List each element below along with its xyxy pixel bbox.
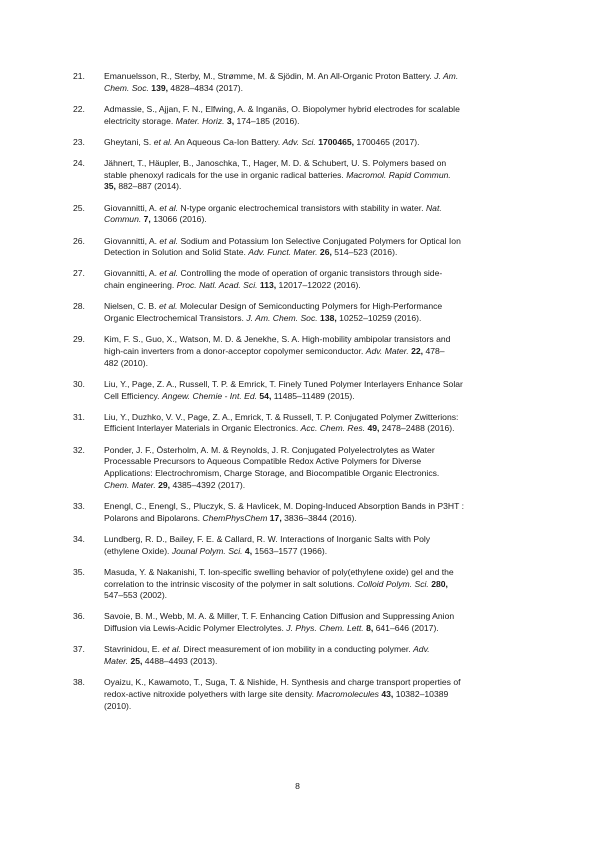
reference-text-segment: Molecular Design of Semiconducting Polymers for High-Performance Organic Electrochemical Transistors.	[104, 301, 443, 324]
reference-italic-text: Adv. Mater.	[365, 345, 409, 356]
reference-item	[0, 236, 595, 259]
reference-item	[0, 412, 595, 435]
reference-italic-text: Adv. Mater.	[104, 644, 430, 667]
reference-volume: 43,	[381, 688, 394, 699]
reference-volume: 4,	[244, 545, 253, 556]
reference-text-segment: Sodium and Potassium Ion Selective Conjugated Polymers for Optical Ion Detection in Solution and Solid State.	[104, 235, 461, 258]
reference-number: 30.	[73, 378, 85, 389]
reference-volume: 8,	[366, 623, 374, 634]
reference-volume: 49,	[367, 423, 380, 434]
reference-text	[104, 611, 522, 634]
reference-number: 23.	[73, 136, 85, 147]
reference-item	[0, 501, 595, 524]
reference-volume: 138,	[320, 313, 337, 324]
reference-text-segment: Ponder, J. F., Österholm, A. M. & Reynolds, J. R. Conjugated Polyelectrolytes as Water Processable Precursors to Aqueous Compatible Redox Active Polymers for Diverse Applications: Electrochromism, Charge Storage, and Biocompatible Organic Electronics.	[104, 444, 440, 479]
reference-text-segment: 10252–10259 (2016).	[336, 313, 422, 324]
reference-number: 22.	[73, 103, 85, 114]
reference-text-segment: Masuda, Y. & Nakanishi, T. Ion-specific swelling behavior of poly(ethylene oxide) gel and the correlation to the intrinsic viscosity of the polymer in salt solutions.	[104, 566, 454, 589]
reference-italic-text: J. Am. Chem. Soc.	[104, 71, 459, 93]
reference-item	[0, 203, 595, 226]
reference-text	[104, 567, 522, 602]
reference-italic-text: Mater. Horiz.	[175, 115, 225, 126]
reference-text-segment: Liu, Y., Page, Z. A., Russell, T. P. & Emrick, T. Finely Tuned Polymer Interlayers Enhance Solar Cell Efficiency.	[104, 378, 463, 401]
reference-text	[104, 379, 522, 402]
reference-text	[104, 158, 522, 193]
reference-item	[0, 158, 595, 193]
reference-italic-text: Acc. Chem. Res.	[300, 423, 366, 434]
reference-text	[104, 677, 522, 712]
reference-italic-text: Proc. Natl. Acad. Sci.	[176, 280, 258, 291]
reference-text-segment: Giovannitti, A.	[104, 235, 160, 246]
reference-text-segment: Nielsen, C. B.	[104, 301, 159, 312]
reference-text-segment: Emanuelsson, R., Sterby, M., Strømme, M. & Sjödin, M. An All-Organic Proton Battery.	[104, 71, 435, 81]
reference-item	[0, 534, 595, 557]
reference-text-segment: 4828–4834 (2017).	[168, 82, 244, 93]
reference-text-segment: Giovannitti, A.	[104, 268, 160, 279]
reference-text	[104, 412, 522, 435]
reference-text-segment: Savoie, B. M., Webb, M. A. & Miller, T. F. Enhancing Cation Diffusion and Suppressing Anion Diffusion via Lewis-Acidic Polymer Electrolytes.	[104, 611, 455, 634]
reference-italic-text: et al.	[162, 644, 181, 655]
reference-volume: 25,	[130, 656, 143, 667]
reference-number: 36.	[73, 611, 85, 622]
reference-text-segment: 1700465 (2017).	[354, 136, 420, 147]
reference-text-segment: Admassie, S., Ajjan, F. N., Elfwing, A. & Inganäs, O. Biopolymer hybrid electrodes for scalable electricity storage.	[104, 103, 460, 126]
reference-italic-text: et al.	[158, 301, 178, 312]
reference-text	[104, 137, 522, 149]
reference-italic-text: ChemPhysChem	[202, 512, 268, 523]
reference-number: 38.	[73, 677, 85, 688]
reference-volume: 139,	[151, 82, 169, 93]
reference-italic-text: J. Phys. Chem. Lett.	[286, 623, 364, 634]
reference-item	[0, 677, 595, 712]
reference-italic-text: Jounal Polym. Sci.	[171, 545, 243, 556]
reference-italic-text: Nat. Commun.	[104, 202, 442, 225]
reference-italic-text: Adv. Sci.	[282, 136, 316, 147]
reference-volume: 54,	[259, 390, 272, 401]
reference-item	[0, 104, 595, 127]
reference-text-segment: 882–887 (2014).	[115, 181, 182, 192]
reference-volume: 29,	[158, 479, 171, 490]
reference-text-segment: Lundberg, R. D., Bailey, F. E. & Callard, R. W. Interactions of Inorganic Salts with Poly (ethylene Oxide).	[104, 533, 431, 556]
reference-text-segment: N-type organic electrochemical transistors with stability in water.	[178, 202, 426, 213]
reference-item	[0, 137, 595, 149]
reference-volume: 113,	[259, 280, 277, 291]
reference-item	[0, 301, 595, 324]
reference-number: 26.	[73, 235, 85, 246]
reference-text-segment: 12017–12022 (2016).	[276, 280, 361, 291]
reference-text-segment: 4385–4392 (2017).	[170, 479, 246, 490]
reference-text-segment: 10382–10389 (2010).	[104, 688, 449, 711]
reference-text-segment: Jähnert, T., Häupler, B., Janoschka, T., Hager, M. D. & Schubert, U. S. Polymers based on stable phenoxyl radicals for the use in organic radical batteries.	[104, 158, 447, 180]
reference-volume: 26,	[319, 247, 332, 258]
reference-text-segment: 13066 (2016).	[150, 214, 207, 225]
reference-text-segment: 4488–4493 (2013).	[142, 656, 218, 667]
reference-text-segment: Controlling the mode of operation of organic transistors through side- chain engineering.	[104, 268, 443, 291]
reference-italic-text: et al.	[159, 268, 179, 279]
reference-text-segment: Liu, Y., Duzhko, V. V., Page, Z. A., Emrick, T. & Russell, T. P. Conjugated Polymer Zwitterions: Efficient Interlayer Materials in Organic Electronics.	[104, 411, 459, 434]
reference-number: 27.	[73, 268, 85, 279]
reference-number: 24.	[73, 158, 85, 169]
reference-number: 31.	[73, 411, 85, 422]
reference-number: 37.	[73, 644, 85, 655]
reference-item	[0, 644, 595, 667]
reference-text	[104, 104, 522, 127]
reference-text	[104, 301, 522, 324]
reference-number: 29.	[73, 334, 85, 345]
reference-italic-text: et al.	[153, 136, 173, 147]
reference-text-segment: 641–646 (2017).	[373, 623, 439, 634]
reference-text-segment: 1563–1577 (1966).	[252, 545, 328, 556]
reference-text-segment: 547–553 (2002).	[104, 590, 168, 601]
reference-italic-text: Macromol. Rapid Commun.	[346, 169, 451, 180]
reference-volume: 1700465,	[318, 136, 355, 147]
reference-text-segment: An Aqueous Ca-Ion Battery.	[172, 136, 283, 147]
reference-text-segment: Oyaizu, K., Kawamoto, T., Suga, T. & Nishide, H. Synthesis and charge transport properties of redox-active nitroxide polyethers with large site density.	[104, 677, 461, 699]
reference-italic-text: Angew. Chemie - Int. Ed.	[161, 390, 258, 401]
reference-text	[104, 445, 522, 492]
reference-text	[104, 71, 522, 94]
reference-text-segment: Direct measurement of ion mobility in a conducting polymer.	[180, 644, 414, 655]
reference-text-segment: Gheytani, S.	[104, 136, 154, 147]
reference-text	[104, 501, 522, 524]
reference-item	[0, 611, 595, 634]
reference-text-segment: 478– 482 (2010).	[104, 345, 445, 368]
reference-item	[0, 567, 595, 602]
reference-volume: 3,	[226, 115, 235, 126]
reference-item	[0, 334, 595, 369]
reference-italic-text: Colloid Polym. Sci.	[357, 578, 429, 589]
reference-text	[104, 236, 522, 259]
reference-number: 33.	[73, 500, 85, 511]
reference-italic-text: et al.	[159, 202, 179, 213]
reference-number: 21.	[73, 71, 85, 81]
reference-text	[104, 334, 522, 369]
reference-italic-text: J. Am. Chem. Soc.	[246, 313, 318, 324]
reference-italic-text: Chem. Mater.	[104, 479, 156, 490]
reference-italic-text: et al.	[159, 235, 179, 246]
reference-volume: 17,	[269, 512, 282, 523]
reference-volume: 35,	[104, 181, 116, 192]
reference-number: 32.	[73, 444, 85, 455]
reference-number: 25.	[73, 202, 85, 213]
reference-italic-text: Macromolecules	[316, 688, 379, 699]
reference-volume: 7,	[143, 214, 151, 225]
reference-number: 28.	[73, 301, 85, 312]
reference-text-segment: 3836–3844 (2016).	[281, 512, 357, 523]
reference-text-segment: 174–185 (2016).	[234, 115, 300, 126]
reference-number: 34.	[73, 533, 85, 544]
reference-item	[0, 71, 595, 94]
reference-text-segment: 11485–11489 (2015).	[271, 390, 355, 401]
reference-text	[104, 268, 522, 291]
reference-text-segment: 2478–2488 (2016).	[379, 423, 455, 434]
reference-text-segment: Giovannitti, A.	[104, 202, 160, 213]
reference-item	[0, 379, 595, 402]
reference-list	[0, 71, 595, 722]
reference-text-segment: Kim, F. S., Guo, X., Watson, M. D. & Jenekhe, S. A. High-mobility ambipolar transistors and high-cain inverters from a donor-acceptor copolymer semiconductor.	[104, 334, 451, 356]
reference-text-segment: Enengl, C., Enengl, S., Pluczyk, S. & Havlicek, M. Doping-Induced Absorption Bands in P3HT : Polarons and Bipolarons.	[104, 500, 465, 523]
reference-item	[0, 445, 595, 492]
reference-text-segment: 514–523 (2016).	[331, 247, 398, 258]
reference-number: 35.	[73, 566, 85, 577]
reference-volume: 22,	[411, 345, 424, 356]
reference-text	[104, 203, 522, 226]
page-number: 8	[295, 781, 300, 791]
reference-italic-text: Adv. Funct. Mater.	[248, 247, 318, 258]
reference-text	[104, 644, 522, 667]
reference-volume: 280,	[431, 578, 448, 589]
reference-item	[0, 268, 595, 291]
reference-text-segment: Stavrinidou, E.	[104, 644, 163, 655]
reference-text	[104, 534, 522, 557]
